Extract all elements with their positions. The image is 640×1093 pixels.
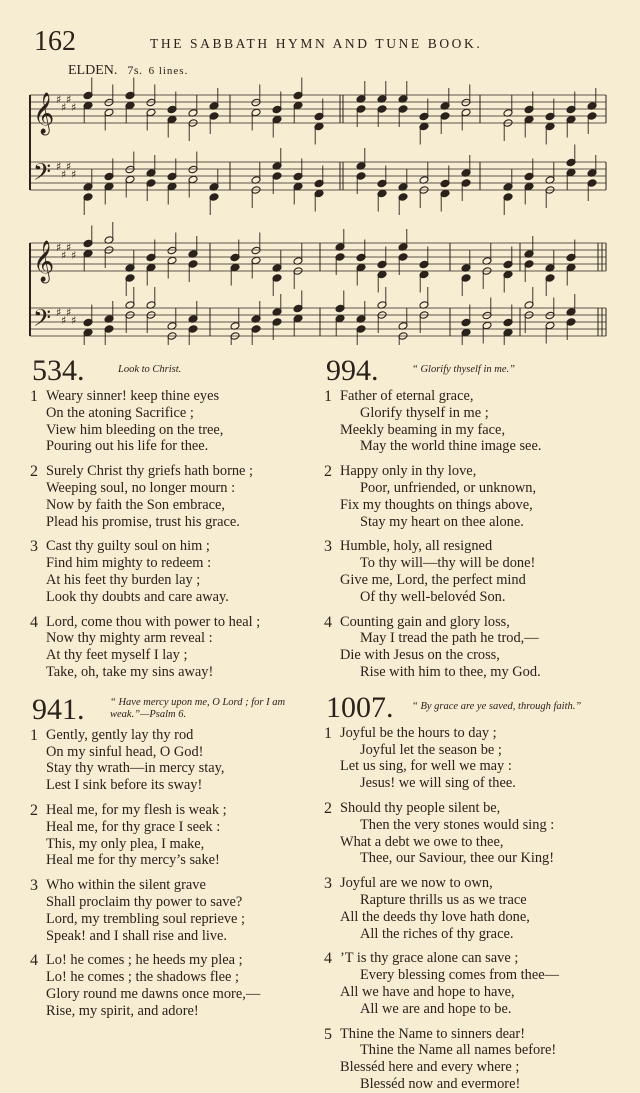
verse-line: Of thy well-belovéd Son. — [360, 588, 506, 605]
sharp-icon: ♯ — [71, 101, 77, 114]
verse — [30, 802, 314, 869]
verse-line: Die with Jesus on the cross, — [340, 647, 500, 664]
verse-number: 2 — [30, 801, 38, 819]
verse-line: All the riches of thy grace. — [360, 925, 514, 942]
verse-line: Meekly beaming in my face, — [340, 421, 506, 438]
verse-gap — [30, 944, 314, 952]
verse-line: Glory round me dawns once more,— — [46, 985, 261, 1002]
sharp-icon: ♯ — [56, 306, 62, 319]
verse-line: Thine the Name all names before! — [360, 1042, 557, 1059]
hymn-941 — [30, 693, 314, 1020]
sharp-icon: ♯ — [56, 160, 62, 173]
bass-clef-icon: 𝄢 — [33, 304, 52, 337]
verse-line: Thine the Name to sinners dear! — [340, 1025, 526, 1042]
verse-gap — [324, 606, 608, 614]
verse-line: Weary sinner! keep thine eyes — [46, 388, 220, 404]
verse-line: Now thy mighty arm reveal : — [46, 630, 213, 647]
verse-number: 3 — [324, 538, 332, 556]
verse — [324, 538, 608, 605]
verse-line: Lord, my trembling soul reprieve ; — [46, 910, 246, 927]
verse-line: Stay thy wrath—in mercy stay, — [46, 760, 225, 777]
verse-number: 5 — [324, 1025, 332, 1043]
music-score — [0, 0, 640, 345]
hymn-title: “ Glorify thyself in me.” — [412, 364, 515, 375]
verse-line: Fix my thoughts on things above, — [340, 496, 533, 513]
sharp-icon: ♯ — [61, 314, 67, 327]
verse-number: 3 — [324, 875, 332, 893]
verse-line: Lo! he comes ; the shadows flee ; — [46, 969, 240, 986]
verse — [30, 463, 314, 530]
verse-number: 1 — [324, 388, 332, 405]
left-column — [30, 354, 314, 1020]
verse-line: What a debt we owe to thee, — [340, 833, 504, 850]
verse — [324, 875, 608, 942]
verse — [30, 538, 314, 605]
verse-line: Rapture thrills us as we trace — [360, 891, 527, 908]
verse-line: Every blessing comes from thee— — [360, 967, 560, 984]
verse-line: Joyful be the hours to day ; — [340, 724, 497, 741]
verse-number: 4 — [30, 952, 38, 970]
hymn-title: “ Have mercy upon me, O Lord ; for I am weak.”—Psalm 6. — [110, 696, 286, 720]
verse-number: 1 — [30, 388, 38, 405]
hymn-title: Look to Christ. — [118, 364, 182, 375]
verse-line: Joyful are we now to own, — [340, 875, 493, 892]
verse-line: Now by faith the Son embrace, — [46, 496, 226, 513]
verse-line: Plead his promise, trust his grace. — [46, 513, 240, 530]
running-head: THE SABBATH HYMN AND TUNE BOOK. — [150, 36, 483, 51]
sharp-icon: ♯ — [66, 93, 72, 106]
verse-number: 3 — [30, 877, 38, 895]
verse-line: Surely Christ thy griefs hath borne ; — [46, 463, 254, 480]
verse — [30, 388, 314, 455]
verse-line: May the world thine image see. — [360, 438, 542, 455]
hymn-number: 994. — [326, 354, 379, 387]
hymn-header — [324, 691, 608, 725]
verse-line: Rise, my spirit, and adore! — [46, 1002, 199, 1019]
verse-number: 4 — [324, 950, 332, 968]
verse — [324, 463, 608, 530]
verse-line: Look thy doubts and care away. — [46, 588, 229, 605]
verse-line: Joyful let the season be ; — [360, 741, 502, 758]
verse-gap — [324, 867, 608, 875]
tune-meter: 7s. — [127, 63, 143, 77]
verse — [324, 725, 608, 792]
verse-line: All the deeds thy love hath done, — [340, 908, 530, 925]
verse-line: Thee, our Saviour, thee our King! — [360, 850, 555, 867]
verse-gap — [30, 869, 314, 877]
verse-gap — [30, 794, 314, 802]
verse-line: At thy feet myself I lay ; — [46, 647, 188, 664]
verse-number: 2 — [324, 799, 332, 817]
verse-line: Happy only in thy love, — [340, 463, 477, 480]
sharp-icon: ♯ — [61, 168, 67, 181]
verse-line: Heal me, for my flesh is weak ; — [46, 801, 227, 818]
verse-line: Father of eternal grace, — [340, 388, 474, 404]
verse-line: Lord, come thou with power to heal ; — [46, 613, 261, 630]
sharp-icon: ♯ — [66, 306, 72, 319]
sharp-icon: ♯ — [66, 241, 72, 254]
verse-gap — [324, 530, 608, 538]
verse-number: 3 — [30, 538, 38, 556]
verse-line: Shall proclaim thy power to save? — [46, 893, 243, 910]
verse-number: 2 — [324, 463, 332, 481]
hymn-title: “ By grace are ye saved, through faith.” — [412, 700, 582, 712]
right-column — [324, 354, 608, 1093]
sharp-icon: ♯ — [71, 168, 77, 181]
verse-line: All we are and hope to be. — [360, 1000, 512, 1017]
verse-line: Humble, holy, all resigned — [340, 538, 493, 555]
hymn-number: 534. — [32, 354, 85, 387]
music-system-1 — [30, 78, 606, 216]
verse — [324, 1026, 608, 1093]
verse — [324, 388, 608, 455]
verse-line: Pouring out his life for thee. — [46, 438, 209, 455]
hymn-994 — [324, 354, 608, 681]
hymn-gap — [324, 681, 608, 691]
verse-line: This, my only plea, I make, — [46, 835, 205, 852]
verse — [30, 727, 314, 794]
hymn-534 — [30, 354, 314, 681]
verse-line: Lo! he comes ; he heeds my plea ; — [46, 952, 243, 969]
hymn-number: 1007. — [326, 690, 394, 724]
verse-gap — [30, 455, 314, 463]
verse-line: Heal me, for thy grace I seek : — [46, 818, 221, 835]
verse-line: Then the very stones would sing : — [360, 816, 555, 833]
bass-clef-icon: 𝄢 — [33, 158, 52, 191]
sharp-icon: ♯ — [71, 314, 77, 327]
sharp-icon: ♯ — [71, 249, 77, 262]
sharp-icon: ♯ — [61, 101, 67, 114]
verse-line: Let us sing, for well we may : — [340, 758, 512, 775]
verse-gap — [324, 792, 608, 800]
verse-line: Give me, Lord, the perfect mind — [340, 571, 526, 588]
verse-line: ’T is thy grace alone can save ; — [340, 950, 519, 967]
verse-gap — [324, 942, 608, 950]
verse-line: Counting gain and glory loss, — [340, 613, 510, 630]
verse-number: 1 — [324, 724, 332, 742]
verse — [30, 877, 314, 944]
hymn-header — [30, 354, 314, 388]
verse-line: Poor, unfriended, or unknown, — [360, 479, 537, 496]
hymn-header — [324, 354, 608, 388]
tune-name: ELDEN. — [68, 63, 118, 78]
verse — [30, 952, 314, 1019]
verse-line: Take, oh, take my sins away! — [46, 663, 214, 680]
verse-line: Lest I sink before its sway! — [46, 777, 203, 794]
verse-number: 4 — [324, 613, 332, 631]
verse-line: Glorify thyself in me ; — [360, 404, 489, 421]
verse-line: At his feet thy burden lay ; — [46, 571, 201, 588]
verse-line: View him bleeding on the tree, — [46, 421, 224, 438]
treble-clef-icon: 𝄞 — [33, 241, 55, 282]
page-number: 162 — [34, 26, 76, 57]
hymn-number: 941. — [32, 692, 85, 726]
verse — [324, 800, 608, 867]
verse-line: Heal me for thy mercy’s sake! — [46, 852, 220, 869]
verse-line: On the atoning Sacrifice ; — [46, 404, 194, 421]
hymn-gap — [30, 681, 314, 693]
verse-line: Gently, gently lay thy rod — [46, 726, 194, 743]
hymn-1007 — [324, 691, 608, 1093]
verse-line: Speak! and I shall rise and live. — [46, 927, 228, 944]
verse-line: Blesséd now and evermore! — [360, 1075, 521, 1092]
sharp-icon: ♯ — [56, 241, 62, 254]
verse-gap — [30, 606, 314, 614]
verse-line: Stay my heart on thee alone. — [360, 513, 524, 530]
sharp-icon: ♯ — [66, 160, 72, 173]
verse-line: All we have and hope to have, — [340, 983, 515, 1000]
verse — [30, 614, 314, 681]
verse — [324, 950, 608, 1017]
verse-line: Should thy people silent be, — [340, 799, 501, 816]
verse-line: Cast thy guilty soul on him ; — [46, 538, 210, 555]
verse-gap — [324, 455, 608, 463]
verse-line: Blesséd here and every where ; — [340, 1059, 520, 1076]
verse-line: Who within the silent grave — [46, 877, 206, 894]
verse — [324, 614, 608, 681]
music-system-2 — [30, 222, 606, 345]
verse-line: To thy will—thy will be done! — [360, 555, 536, 572]
sharp-icon: ♯ — [61, 249, 67, 262]
treble-clef-icon: 𝄞 — [33, 93, 55, 134]
sharp-icon: ♯ — [56, 93, 62, 106]
verse-gap — [324, 1018, 608, 1026]
verse-number: 1 — [30, 726, 38, 744]
verse-line: Rise with him to thee, my God. — [360, 663, 541, 680]
verse-line: On my sinful head, O God! — [46, 743, 204, 760]
verse-gap — [30, 530, 314, 538]
verse-line: May I tread the path he trod,— — [360, 630, 539, 647]
verse-line: Jesus! we will sing of thee. — [360, 775, 516, 792]
verse-number: 4 — [30, 613, 38, 631]
verse-number: 2 — [30, 463, 38, 481]
verse-line: Weeping soul, no longer mourn : — [46, 479, 236, 496]
hymn-header — [30, 693, 314, 727]
verse-line: Find him mighty to redeem : — [46, 555, 212, 572]
tune-lines: 6 lines. — [148, 65, 189, 77]
